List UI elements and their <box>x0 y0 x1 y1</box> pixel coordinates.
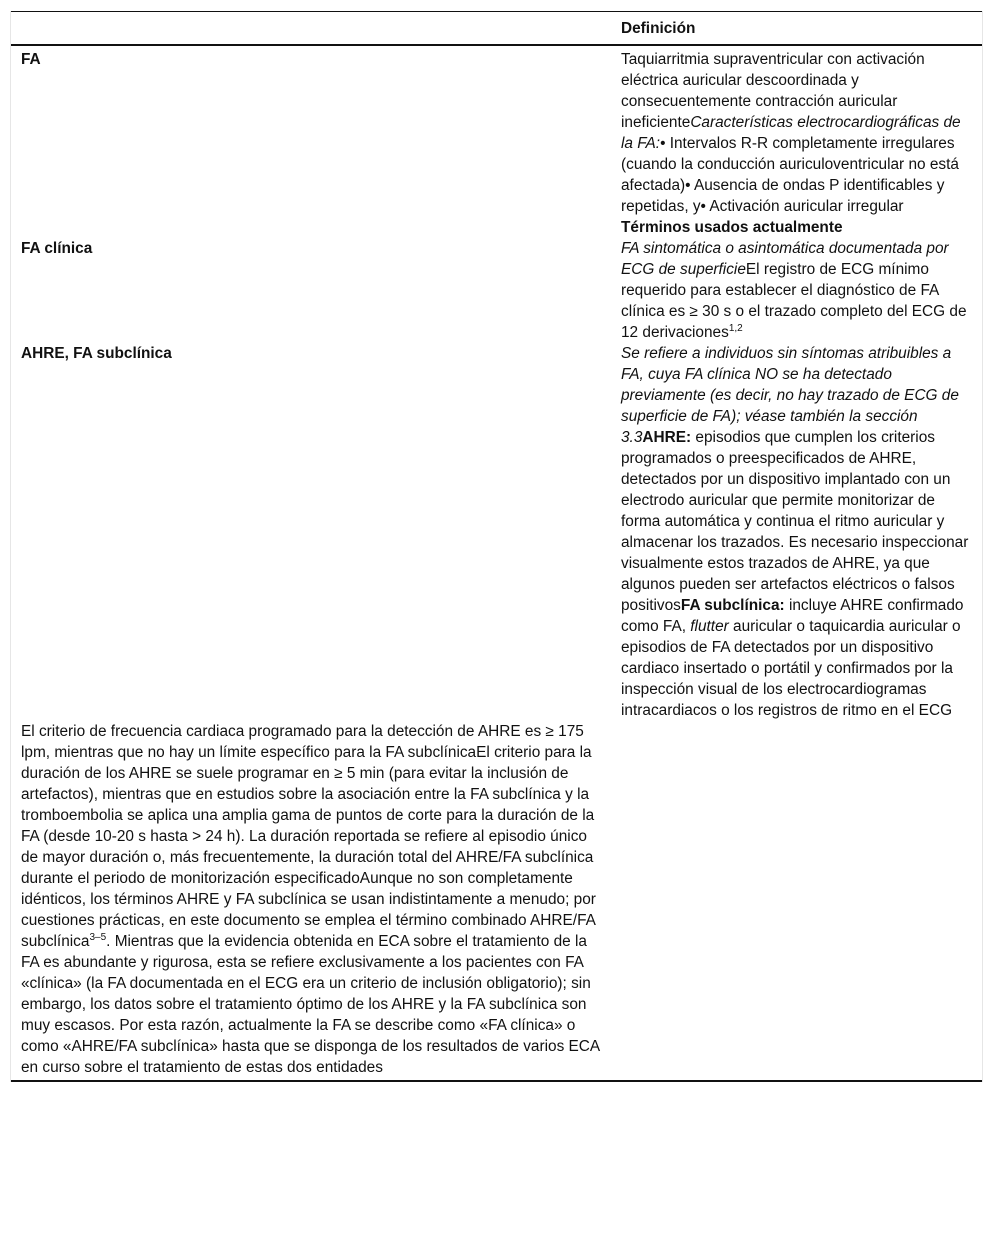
definition-text: incluye AHRE confirmado como FA, <box>621 597 964 635</box>
table-row <box>11 45 982 217</box>
row-label <box>11 217 611 238</box>
definition-italic: Se refiere a individuos sin síntomas atribuibles a FA, cuya FA clínica NO se ha detectado previamente (es decir, no hay trazado de ECG de superficie de FA); véase también la sección 3.3 <box>621 345 959 446</box>
definition-bold: AHRE: <box>642 429 692 446</box>
header-term <box>11 12 611 46</box>
table-header-row <box>11 12 982 46</box>
definition-text: El registro de ECG mínimo requerido para establecer el diagnóstico de FA clínica es ≥ 30 s o el trazado completo del ECG de 12 derivaciones <box>621 261 967 341</box>
row-label: AHRE, FA subclínica <box>21 345 172 362</box>
empty-cell <box>611 721 982 1081</box>
definitions-table-container <box>10 11 983 1082</box>
row-definition <box>611 217 982 238</box>
row-definition <box>611 238 982 343</box>
table-row-note <box>11 721 982 1081</box>
row-definition <box>611 45 982 217</box>
table-row <box>11 217 982 238</box>
definition-text: episodios que cumplen los criterios programados o preespecificados de AHRE, detectados por un dispositivo implantado con un electrodo auricular que permite monitorizar de forma automática y continua el ritmo auricular y almacenar los trazados. Es necesario inspeccionar visualmente estos trazados de AHRE, ya que algunos pueden ser artefactos eléctricos o falsos positivos <box>621 429 969 614</box>
section-subheading: Términos usados actualmente <box>621 219 843 236</box>
note-text: . Mientras que la evidencia obtenida en ECA sobre el tratamiento de la FA es abundante y rigurosa, esta se refiere exclusivamente a los pacientes con FA «clínica» (la FA documentada en el ECG era un criterio de inclusión obligatorio); sin embargo, los datos sobre el tratamiento óptimo de los AHRE y la FA subclínica son muy escasos. Por esta razón, actualmente la FA se describe como «FA clínica» o como «AHRE/FA subclínica» hasta que se disponga de los resultados de varios ECA en curso sobre el tratamiento de estas dos entidades <box>21 933 600 1076</box>
definition-text: auricular o taquicardia auricular o episodios de FA detectados por un dispositivo cardiaco insertado o portátil y confirmados por la inspección visual de los electrocardiogramas intracardiacos o los registros de ritmo en el ECG <box>621 618 961 719</box>
note-text: El criterio de frecuencia cardiaca programado para la detección de AHRE es ≥ 175 lpm, mientras que no hay un límite específico para la FA subclínicaEl criterio para la duración de los AHRE se suele programar en ≥ 5 min (para evitar la inclusión de artefactos), mientras que en estudios sobre la asociación entre la FA subclínica y la tromboembolia se aplica una amplia gama de puntos de corte para la duración de la FA (desde 10-20 s hasta > 24 h). La duración reportada se refiere al episodio único de mayor duración o, más frecuentemente, la duración total del AHRE/FA subclínica durante el periodo de monitorización especificadoAunque no son completamente idénticos, los términos AHRE y FA subclínica se usan indistintamente a menudo; por cuestiones prácticas, en este documento se emplea el término combinado AHRE/FA subclínica <box>21 723 596 950</box>
definition-italic: Características electrocardiográficas de la FA: <box>621 114 961 152</box>
note-cell <box>11 721 611 1081</box>
reference-superscript: 3–5 <box>89 932 107 943</box>
reference-superscript: 1,2 <box>728 323 743 334</box>
definition-text: Taquiarritmia supraventricular con activación eléctrica auricular descoordinada y consecuentemente contracción auricular ineficiente <box>621 51 925 131</box>
row-label: FA <box>21 51 41 68</box>
row-label: FA clínica <box>21 240 93 257</box>
header-definition: Definición <box>611 12 982 46</box>
table-row <box>11 343 982 721</box>
definition-italic: flutter <box>690 618 729 635</box>
definition-italic: FA sintomática o asintomática documentada por ECG de superficie <box>621 240 949 278</box>
row-definition <box>611 343 982 721</box>
definition-text: • Intervalos R-R completamente irregulares (cuando la conducción auriculoventricular no está afectada)• Ausencia de ondas P identificables y repetidas, y• Activación auricular irregular <box>621 135 959 215</box>
definitions-table <box>11 11 982 1082</box>
table-row <box>11 238 982 343</box>
definition-bold: FA subclínica: <box>680 597 785 614</box>
